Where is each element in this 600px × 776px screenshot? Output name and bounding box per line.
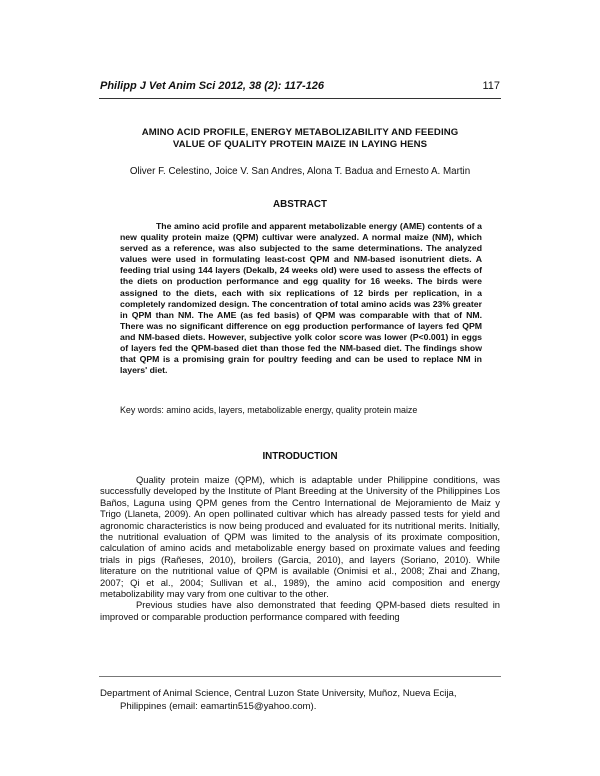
author-list: Oliver F. Celestino, Joice V. San Andres, Alona T. Badua and Ernesto A. Martin: [129, 166, 471, 177]
journal-citation: Philipp J Vet Anim Sci 2012, 38 (2): 117-126: [100, 80, 324, 92]
abstract-heading: ABSTRACT: [273, 199, 327, 210]
header-rule: [99, 98, 501, 99]
footnote-line-2: Philippines (email: eamartin515@yahoo.com).: [120, 701, 317, 712]
running-header: [100, 80, 500, 92]
footnote-line-1: Department of Animal Science, Central Luzon State University, Muñoz, Nueva Ecija,: [100, 688, 457, 699]
keywords: Key words: amino acids, layers, metabolizable energy, quality protein maize: [120, 405, 418, 415]
affiliation-footnote: [100, 687, 500, 713]
introduction-body: [100, 474, 500, 622]
page-number: 117: [482, 80, 500, 92]
abstract-text: The amino acid profile and apparent metabolizable energy (AME) contents of a new quality protein maize (QPM) cultivar were analyzed. A normal maize (NM), which served as a reference, was also subjected to the same determinations. The analyzed values were used in formulating least-cost QPM and NM-based isonutrient diets. A feeding trial using 144 layers (Dekalb, 24 weeks old) were used to assess the effects of the diets on production performance and egg quality for 16 weeks. The birds were assigned to the diets, each with six replications of 12 birds per replication, in a completely randomized design. The concentration of total amino acids was 23% greater in QPM than NM. The AME (as fed basis) of QPM was comparable with that of NM. There was no significant difference on egg production performance of layers fed QPM and NM-based diets. However, subjective yolk color score was lower (P<0.001) in eggs of layers fed the QPM-based diet than those fed the NM-based diet. The findings show that QPM is a promising grain for poultry feeding and can be used to replace NM in layers' diet.: [120, 221, 482, 376]
title-line-1: AMINO ACID PROFILE, ENERGY METABOLIZABILITY AND FEEDING: [141, 127, 459, 138]
introduction-paragraph-2: Previous studies have also demonstrated that feeding QPM-based diets resulted in improved or comparable production performance compared with feeding: [100, 599, 500, 622]
footnote-rule: [99, 676, 501, 677]
introduction-heading: INTRODUCTION: [262, 451, 338, 462]
introduction-paragraph-1: Quality protein maize (QPM), which is adaptable under Philippine conditions, was successfully developed by the Institute of Plant Breeding at the University of the Philippines Los Baños, Laguna using QPM genes from the Centro International de Mejoramiento de Maiz y Trigo (Llaneta, 2009). An open pollinated cultivar which has already passed tests for yield and agronomic characteristics is now being produced and evaluated for its nutritional merits. Initially, the nutritional evaluation of QPM was limited to the analysis of its proximate composition, calculation of amino acids and metabolizable energy based on proximate values and feeding trials in pigs (Rañeses, 2010), broilers (Garcia, 2010), and layers (Soriano, 2010). While literature on the nutritional value of QPM is available (Onimisi et al., 2008; Zhai and Zhang, 2007; Qi et al., 2004; Sullivan et al., 1989), the amino acid composition and energy metabolizability may vary from one cultivar to the other.: [100, 474, 500, 600]
title-line-2: VALUE OF QUALITY PROTEIN MAIZE IN LAYING HENS: [172, 139, 428, 150]
paper-title: [100, 127, 500, 151]
